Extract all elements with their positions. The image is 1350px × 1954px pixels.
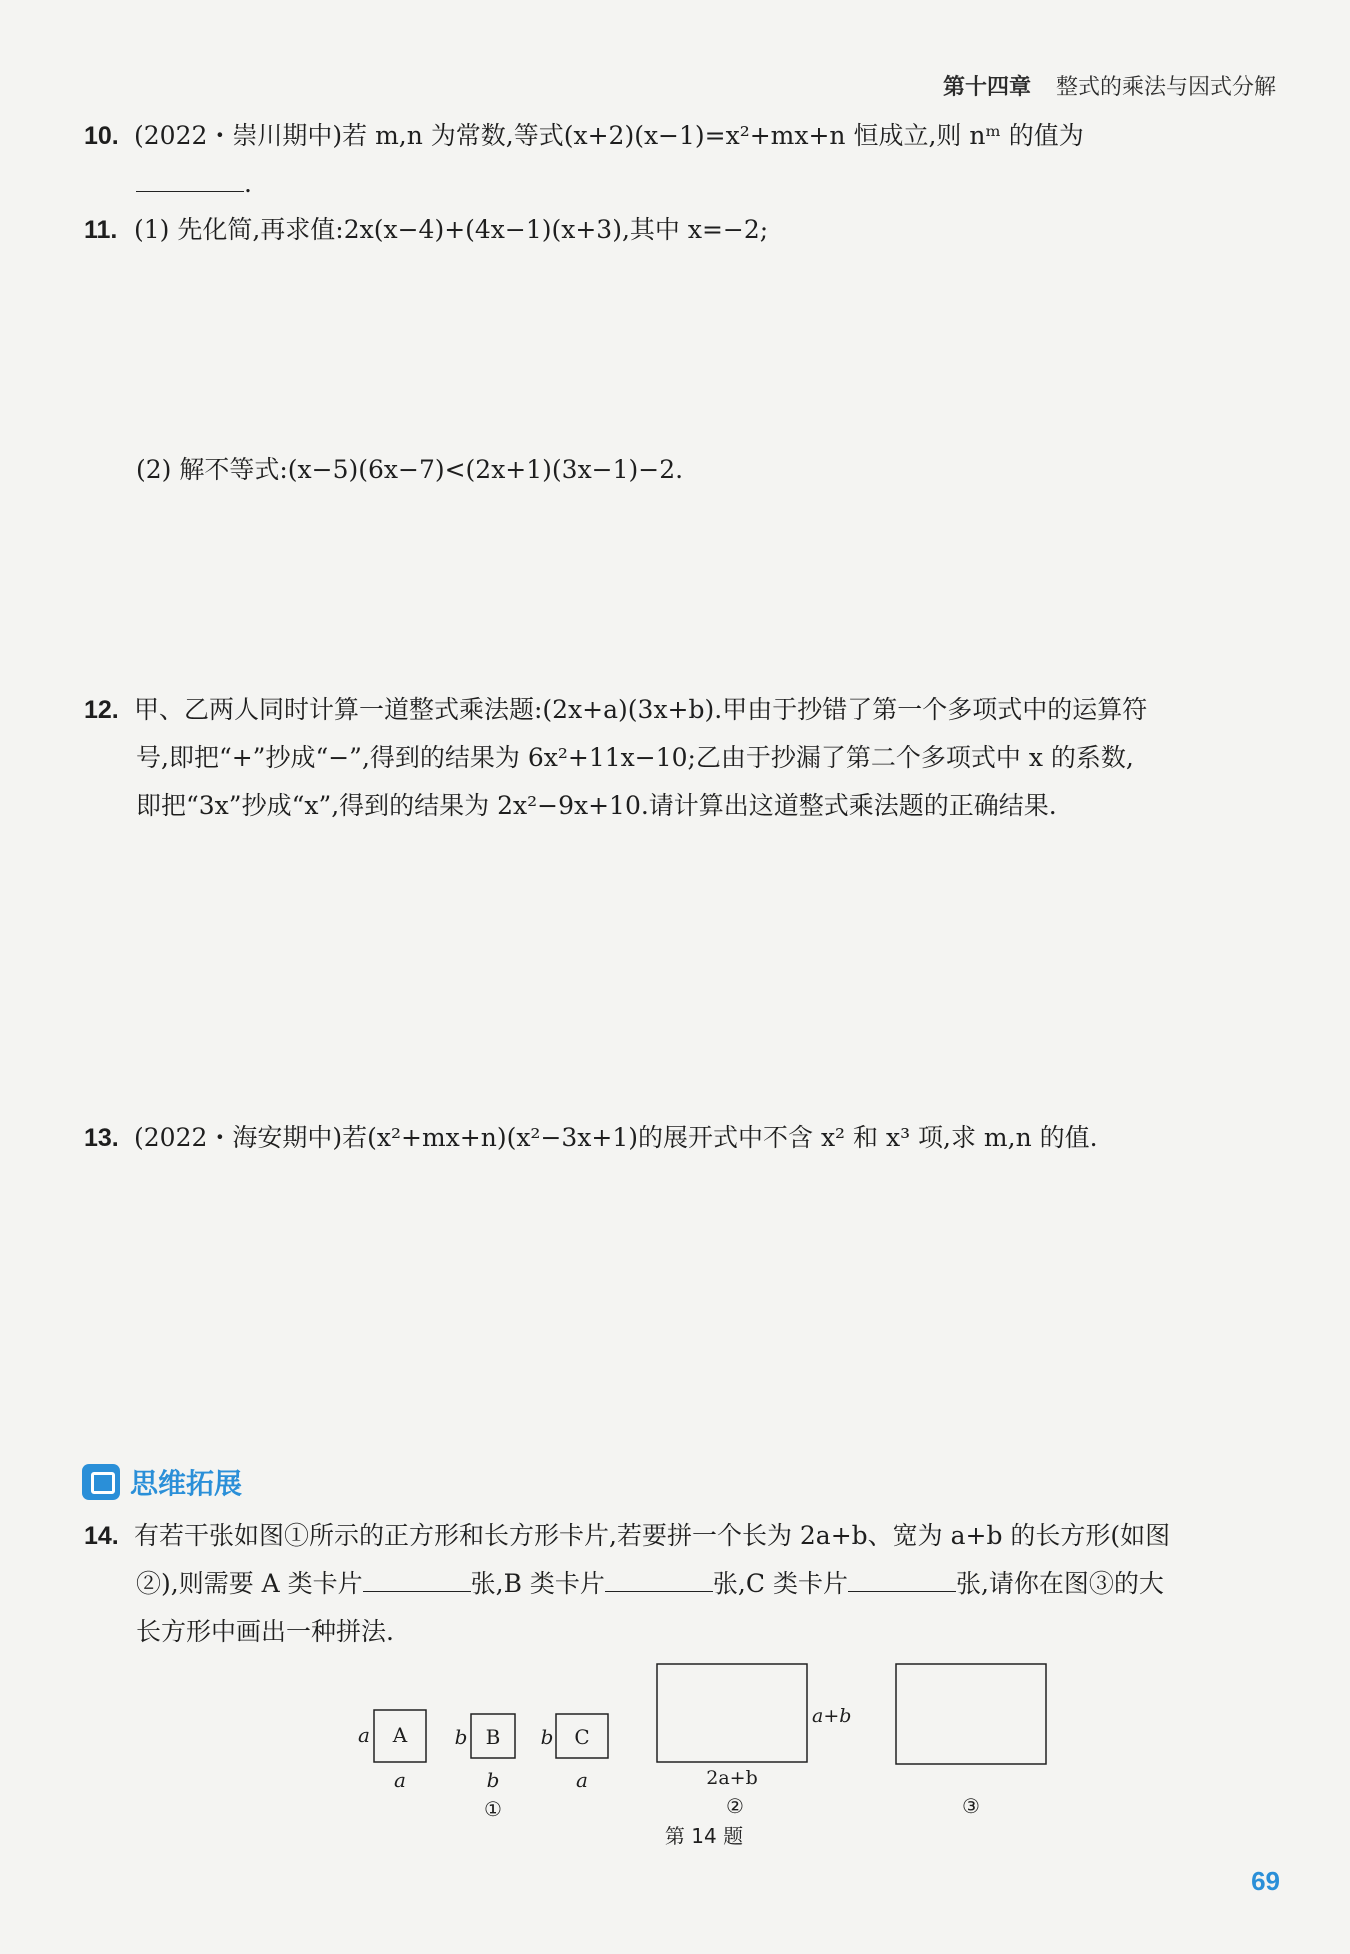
page-header (943, 70, 1276, 101)
figure-2-side: a+b (812, 1705, 852, 1727)
question-11-part-2 (84, 446, 1276, 494)
question-part-1: (1) 先化简,再求值:2x(x−4)+(4x−1)(x+3),其中 x=−2; (134, 215, 769, 244)
chapter-label: 第十四章 (942, 75, 1031, 100)
answer-blank[interactable] (136, 165, 244, 192)
question-source: (2022・崇川期中) (134, 121, 343, 150)
figure-14-svg (0, 1650, 1350, 1850)
question-number: 13. (84, 1124, 119, 1152)
answer-blank-b[interactable] (605, 1565, 713, 1592)
card-b-label: B (485, 1725, 501, 1749)
card-a-side: a (358, 1723, 370, 1747)
figure-3-label: ③ (962, 1794, 980, 1818)
question-11 (84, 206, 1276, 254)
question-13 (84, 1114, 1276, 1162)
figure-caption: 第 14 题 (664, 1824, 744, 1848)
question-line: 长方形中画出一种拼法. (136, 1617, 394, 1646)
question-text: 若 m,n 为常数,等式(x+2)(x−1)=x²+mx+n 恒成立,则 nᵐ 的值为 (342, 121, 1084, 150)
figure-14 (0, 1650, 1350, 1850)
thinking-icon (82, 1464, 120, 1500)
figure-2-bottom: 2a+b (706, 1767, 758, 1789)
question-text: 张,C 类卡片 (712, 1569, 848, 1598)
question-14 (84, 1512, 1276, 1656)
question-number: 10. (84, 122, 119, 150)
question-10: 10. (2022・崇川期中)若 m,n 为常数,等式(x+2)(x−1)=x²+mx+n 恒成立,则 nᵐ 的值为 . (84, 112, 1276, 208)
card-c-bottom: a (576, 1768, 588, 1792)
figure-2-label: ② (726, 1794, 744, 1818)
question-number: 14. (84, 1522, 119, 1550)
question-text: 若(x²+mx+n)(x²−3x+1)的展开式中不含 x² 和 x³ 项,求 m,n 的值. (342, 1123, 1098, 1152)
question-text: 张,请你在图③的大 (955, 1569, 1164, 1598)
figure-2-rect (657, 1664, 807, 1762)
section-title: 思维拓展 (130, 1467, 243, 1500)
chapter-title: 整式的乘法与因式分解 (1055, 75, 1276, 100)
card-a-bottom: a (394, 1768, 406, 1792)
card-a-label: A (392, 1723, 408, 1747)
figure-1-label: ① (484, 1797, 502, 1821)
question-number: 11. (84, 216, 118, 244)
question-source: (2022・海安期中) (134, 1123, 343, 1152)
section-header (82, 1462, 242, 1502)
question-part-2: (2) 解不等式:(x−5)(6x−7)<(2x+1)(3x−1)−2. (136, 455, 684, 484)
card-c-label: C (574, 1725, 590, 1749)
question-line: 甲、乙两人同时计算一道整式乘法题:(2x+a)(3x+b).甲由于抄错了第一个多项式中的运算符 (134, 695, 1148, 724)
question-line: 号,即把“+”抄成“−”,得到的结果为 6x²+11x−10;乙由于抄漏了第二个多项式中 x 的系数, (136, 743, 1134, 772)
question-text: 张,B 类卡片 (470, 1569, 605, 1598)
answer-blank-c[interactable] (848, 1565, 956, 1592)
page-number: 69 (1251, 1866, 1280, 1896)
card-c-side: b (540, 1725, 554, 1749)
question-text: ②),则需要 A 类卡片 (136, 1569, 363, 1598)
question-number: 12. (84, 696, 119, 724)
card-b-bottom: b (486, 1768, 500, 1792)
question-12 (84, 686, 1276, 830)
question-line: 有若干张如图①所示的正方形和长方形卡片,若要拼一个长为 2a+b、宽为 a+b 的长方形(如图 (134, 1521, 1171, 1550)
question-line: 即把“3x”抄成“x”,得到的结果为 2x²−9x+10.请计算出这道整式乘法题的正确结果. (136, 791, 1057, 820)
answer-blank-a[interactable] (363, 1565, 471, 1592)
figure-3-rect[interactable] (896, 1664, 1046, 1764)
card-b-side: b (454, 1725, 468, 1749)
